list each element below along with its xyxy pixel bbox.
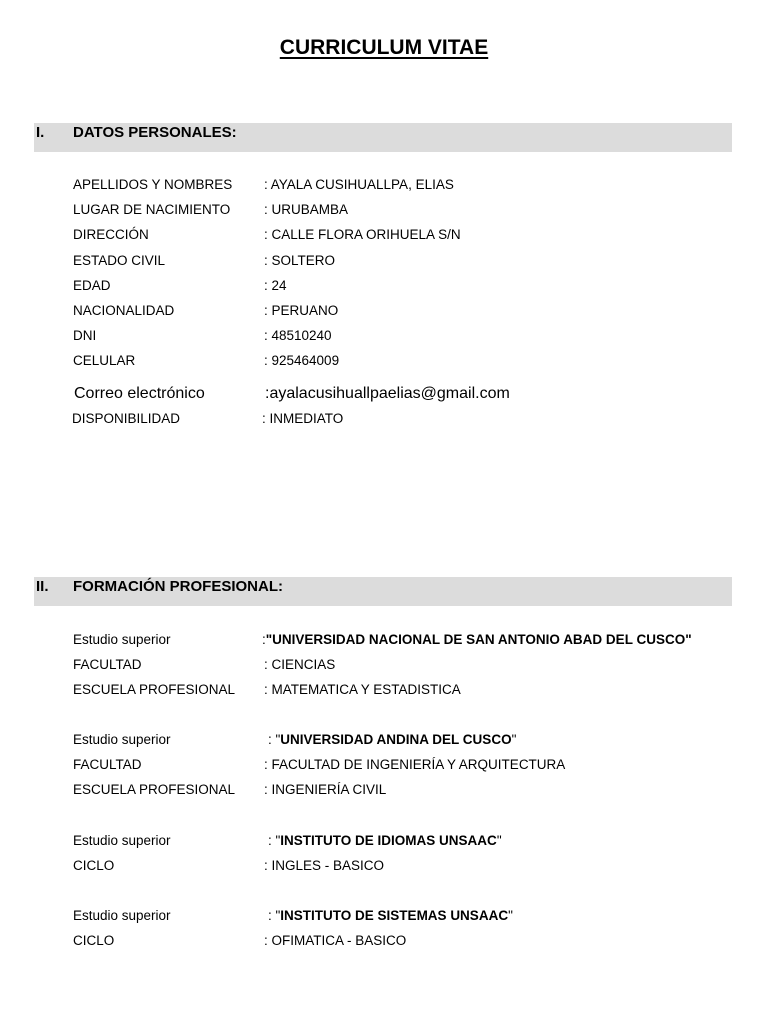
- field-ciclo: [73, 931, 723, 951]
- field-label: LUGAR DE NACIMIENTO: [73, 202, 231, 217]
- field-direccion: [73, 225, 723, 245]
- field-ciclo: [73, 856, 723, 876]
- prefix: :: [262, 632, 266, 647]
- institution-name: INSTITUTO DE SISTEMAS UNSAAC: [280, 908, 509, 923]
- field-celular: [73, 351, 723, 371]
- institution-name: INSTITUTO DE IDIOMAS UNSAAC: [280, 833, 497, 848]
- field-value-institution: [262, 630, 692, 650]
- institution-name: UNIVERSIDAD ANDINA DEL CUSCO: [280, 732, 512, 747]
- field-value: : AYALA CUSIHUALLPA, ELIAS: [264, 177, 454, 192]
- field-label: DNI: [73, 328, 97, 343]
- field-estudio-superior: [73, 630, 723, 650]
- institution-name: "UNIVERSIDAD NACIONAL DE SAN ANTONIO ABAD DEL CUSCO": [265, 632, 692, 647]
- field-value: : INGLES - BASICO: [264, 858, 385, 873]
- field-escuela-profesional: [73, 780, 723, 800]
- field-label: Estudio superior: [73, 833, 171, 848]
- field-nacionalidad: [73, 301, 723, 321]
- field-correo: [73, 384, 723, 404]
- field-value: : 24: [264, 278, 287, 293]
- field-value-institution: [268, 906, 513, 926]
- field-value: : MATEMATICA Y ESTADISTICA: [264, 682, 461, 697]
- prefix: : ": [268, 732, 281, 747]
- field-label: CICLO: [73, 933, 115, 948]
- field-value: : INMEDIATO: [262, 411, 344, 426]
- suffix: ": [508, 908, 513, 923]
- field-value: : PERUANO: [264, 303, 339, 318]
- suffix: ": [511, 732, 517, 747]
- field-label: FACULTAD: [73, 657, 142, 672]
- field-label: Correo electrónico: [74, 385, 205, 402]
- field-estado-civil: [73, 251, 723, 271]
- section-title: FORMACIÓN PROFESIONAL:: [73, 578, 283, 595]
- section-header-datos-personales: [34, 123, 732, 152]
- field-label: CELULAR: [73, 353, 136, 368]
- section-title: DATOS PERSONALES:: [73, 124, 237, 141]
- field-value: : OFIMATICA - BASICO: [264, 933, 407, 948]
- field-facultad: [73, 755, 723, 775]
- field-disponibilidad: [73, 409, 723, 429]
- field-label: ESTADO CIVIL: [73, 253, 166, 268]
- field-label: Estudio superior: [73, 908, 171, 923]
- prefix: : ": [268, 833, 281, 848]
- field-label: NACIONALIDAD: [73, 303, 175, 318]
- field-label: Estudio superior: [73, 632, 171, 647]
- field-facultad: [73, 655, 723, 675]
- section-header-formacion-profesional: [34, 577, 732, 606]
- field-label: CICLO: [73, 858, 115, 873]
- field-estudio-superior: [73, 906, 723, 926]
- field-label: DIRECCIÓN: [73, 227, 149, 242]
- field-value: : FACULTAD DE INGENIERÍA Y ARQUITECTURA: [264, 757, 566, 772]
- field-label: APELLIDOS Y NOMBRES: [73, 177, 233, 192]
- field-apellidos-nombres: [73, 175, 723, 195]
- field-edad: [73, 276, 723, 296]
- field-value: : URUBAMBA: [264, 202, 349, 217]
- field-estudio-superior: [73, 831, 723, 851]
- field-label: EDAD: [73, 278, 111, 293]
- field-value: : CALLE FLORA ORIHUELA S/N: [264, 227, 461, 242]
- document-title: [0, 36, 768, 60]
- field-label: DISPONIBILIDAD: [72, 411, 181, 426]
- field-value: : INGENIERÍA CIVIL: [264, 782, 387, 797]
- field-label: Estudio superior: [73, 732, 171, 747]
- field-value: : SOLTERO: [264, 253, 336, 268]
- field-value-email: :ayalacusihuallpaelias@gmail.com: [265, 385, 510, 402]
- field-value-institution: [268, 831, 502, 851]
- section-number: II.: [36, 578, 49, 595]
- field-label: ESCUELA PROFESIONAL: [73, 782, 236, 797]
- field-escuela-profesional: [73, 680, 723, 700]
- field-value: : 48510240: [264, 328, 332, 343]
- field-value: : CIENCIAS: [264, 657, 336, 672]
- field-label: FACULTAD: [73, 757, 142, 772]
- prefix: : ": [268, 908, 281, 923]
- field-label: ESCUELA PROFESIONAL: [73, 682, 236, 697]
- suffix: ": [496, 833, 502, 848]
- field-value: : 925464009: [264, 353, 340, 368]
- section-number: I.: [36, 124, 45, 141]
- field-dni: [73, 326, 723, 346]
- field-estudio-superior: [73, 730, 723, 750]
- document-title-text: CURRICULUM VITAE: [279, 36, 489, 59]
- field-lugar-nacimiento: [73, 200, 723, 220]
- field-value-institution: [268, 730, 516, 750]
